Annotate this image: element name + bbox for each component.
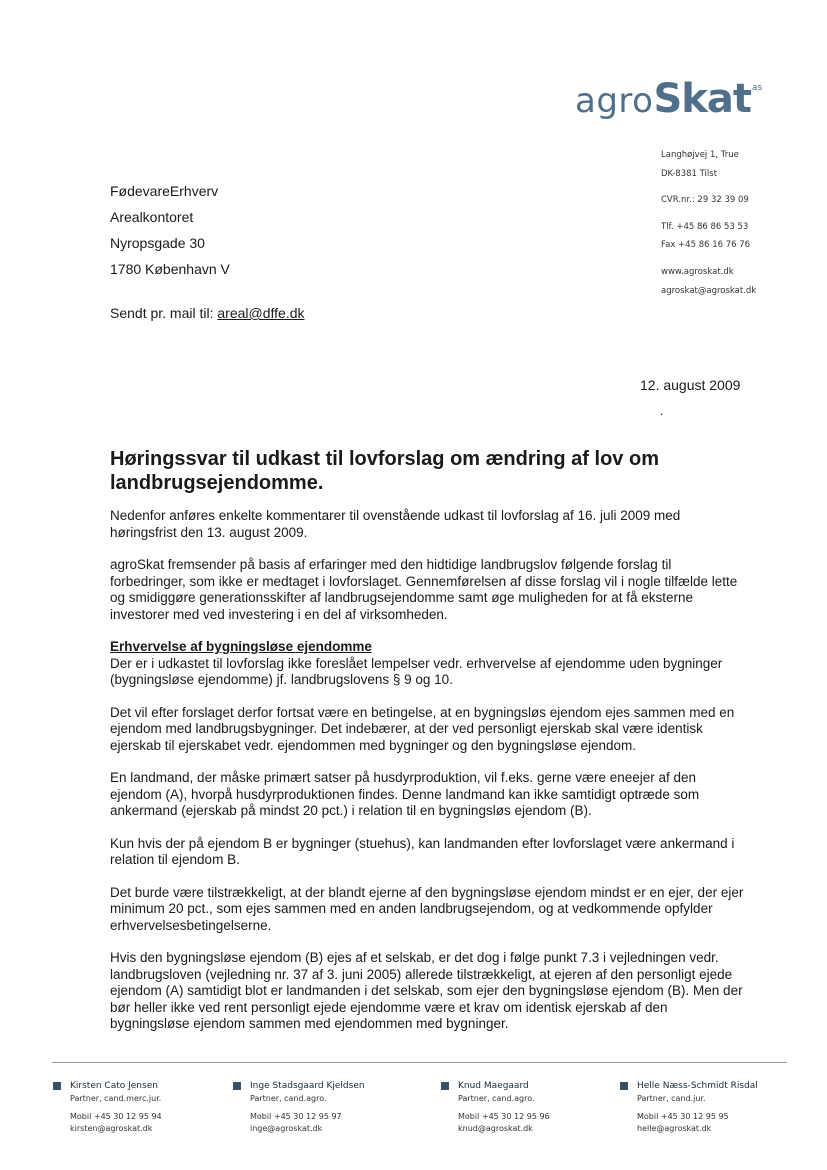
letter-body [110, 508, 748, 1049]
partner-bullet-icon [441, 1082, 449, 1090]
sent-email-link[interactable]: areal@dffe.dk [217, 305, 305, 321]
partner-bullet-icon [53, 1082, 61, 1090]
partner-bullet-icon [620, 1082, 628, 1090]
partner-mobile: Mobil +45 30 12 95 95 [637, 1112, 729, 1121]
stray-dot: . [660, 404, 664, 418]
logo-suffix: as [751, 83, 763, 93]
paragraph-proposal: agroSkat fremsender på basis af erfaringer med den hidtidige landbrugslov følgende forslag til forbedringer, som ikke er medtaget i lovforslaget. Gennemførelsen af disse forslag vil i nogle tilfælde lette og smidiggøre generationsskifter af landbrugsejendomme samt øge muligheden for at få eksterne investorer med ved investering i en del af virksomheden. [110, 557, 738, 622]
company-cvr: CVR.nr.: 29 32 39 09 [661, 195, 749, 205]
partner-email[interactable]: kirsten@agroskat.dk [70, 1123, 153, 1133]
company-website[interactable]: www.agroskat.dk [661, 267, 734, 277]
paragraph-intro: Nedenfor anføres enkelte kommentarer til ovenstående udkast til lovforslag af 16. juli 2009 med høringsfrist den 13. august 2009. [110, 508, 681, 540]
partner-title: Partner, cand.agro. [458, 1093, 535, 1103]
recipient-line3: Nyropsgade 30 [110, 235, 205, 251]
partner-mobile: Mobil +45 30 12 95 96 [458, 1112, 550, 1121]
company-email[interactable]: agroskat@agroskat.dk [661, 286, 757, 296]
letter-date: 12. august 2009 [640, 377, 741, 393]
paragraph-section-3: En landmand, der måske primært satser på husdyrproduktion, vil f.eks. gerne være eneejer af den ejendom (A), hvorpå husdyrproduktionen findes. Denne landmand kan ikke samtidigt optræde som ankermand (ejerskab på mindst 20 pct.) i relation til en bygningsløs ejendom (B). [110, 770, 700, 818]
recipient-line4: 1780 København V [110, 261, 230, 277]
company-phone: Tlf. +45 86 86 53 53 [661, 222, 749, 232]
partner-title: Partner, cand.jur. [637, 1093, 706, 1103]
partner-card [250, 1081, 365, 1134]
paragraph-section-5: Det burde være tilstrækkeligt, at der blandt ejerne af den bygningsløse ejendom mindst er en ejer, der ejer minimum 20 pct., som ejes sammen med en anden landbrugsejendom, og at vedkommende opfylder erhvervelsesbetingelserne. [110, 884, 744, 933]
partner-title: Partner, cand.merc.jur. [70, 1093, 162, 1103]
partner-card [637, 1081, 758, 1134]
paragraph-section-6: Hvis den bygningsløse ejendom (B) ejes af et selskab, er det dog i følge punkt 7.3 i vejledningen vedr. landbrugsloven (vejledning nr. 37 af 3. juni 2005) allerede tilstrækkeligt, at ejeren af den personligt ejede ejendom (A) samtidigt blot er landmanden i det selskab, som ejer den bygningsløse ejendom (B). Men der bør heller ikke ved rent personligt ejede ejendomme være et krav om identisk ejerskab af den bygningsløse ejendom sammen med ejendommen med bygninger. [110, 950, 743, 1031]
logo-agro-text: agro [575, 81, 654, 121]
company-address-line2: DK-8381 Tilst [661, 169, 718, 179]
paragraph-section-2: Det vil efter forslaget derfor fortsat være en betingelse, at en bygningsløs ejendom ejes sammen med en ejendom med landbrugsbygninger. Det indebærer, at der ved personligt ejerskab skal være identisk ejerskab til ejerskabet vedr. ejendommen med bygninger og den bygningsløse ejendom. [110, 704, 735, 753]
letter-heading: Høringssvar til udkast til lovforslag om ændring af lov om landbrugsejendomme. [110, 448, 659, 494]
partner-email[interactable]: helle@agroskat.dk [637, 1123, 712, 1133]
partner-mobile: Mobil +45 30 12 95 94 [70, 1112, 162, 1121]
company-address-line1: Langhøjvej 1, True [661, 150, 739, 160]
recipient-line1: FødevareErhverv [110, 183, 219, 199]
footer-divider [52, 1062, 787, 1063]
partner-bullet-icon [233, 1082, 241, 1090]
company-fax: Fax +45 86 16 76 76 [661, 240, 751, 250]
recipient-address [110, 178, 230, 282]
recipient-line2: Arealkontoret [110, 209, 194, 225]
partner-email[interactable]: inge@agroskat.dk [250, 1123, 323, 1133]
partner-name: Helle Næss-Schmidt Risdal [637, 1081, 758, 1091]
partner-card [458, 1081, 550, 1134]
sent-label: Sendt pr. mail til: [110, 305, 214, 321]
partner-name: Kirsten Cato Jensen [70, 1081, 158, 1091]
partner-title: Partner, cand.agro. [250, 1093, 327, 1103]
partner-email[interactable]: knud@agroskat.dk [458, 1123, 533, 1133]
sent-by-mail [110, 305, 305, 321]
company-logo [575, 76, 762, 122]
partner-mobile: Mobil +45 30 12 95 97 [250, 1112, 342, 1121]
logo-skat-text: Skat [653, 76, 751, 122]
paragraph-section-4: Kun hvis der på ejendom B er bygninger (stuehus), kan landmanden efter lovforslaget være ankermand i relation til ejendom B. [110, 835, 735, 867]
paragraph-section-1: Der er i udkastet til lovforslag ikke foreslået lempelser vedr. erhvervelse af ejendomme uden bygninger (bygningsløse ejendomme) jf. landbrugslovens § 9 og 10. [110, 655, 723, 687]
section-subheading: Erhvervelse af bygningsløse ejendomme [110, 639, 372, 654]
partner-name: Inge Stadsgaard Kjeldsen [250, 1081, 365, 1091]
partner-card [70, 1081, 162, 1134]
partner-name: Knud Maegaard [458, 1081, 529, 1091]
